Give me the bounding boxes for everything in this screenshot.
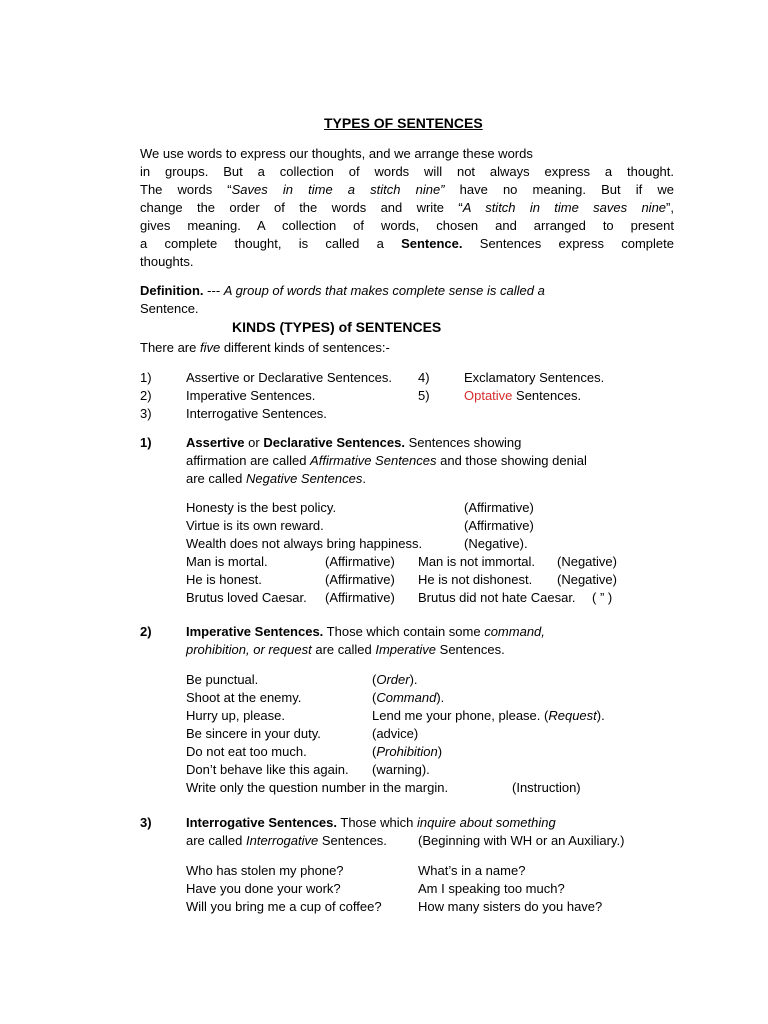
- pair-affirmative: Brutus loved Caesar.: [186, 590, 307, 605]
- assertive-line-3: are called Negative Sentences.: [186, 471, 366, 486]
- example-tag: Lend me your phone, please. (Request).: [372, 708, 605, 723]
- section-number: 2): [140, 624, 152, 639]
- example-tag: (Instruction): [512, 780, 581, 795]
- pair-affirmative-tag: (Affirmative): [325, 590, 395, 605]
- intro-line-2: in groups. But a collection of words will not always express a thought.: [140, 164, 674, 179]
- example-tag: (advice): [372, 726, 419, 741]
- interrogative-heading: Interrogative Sentences. Those which inquire about something: [186, 815, 556, 830]
- pair-negative: Brutus did not hate Caesar.: [418, 590, 576, 605]
- example-tag: (warning).: [372, 762, 430, 777]
- list-item-num: 4): [418, 370, 430, 385]
- example-sentence: Don’t behave like this again.: [186, 762, 349, 777]
- intro-line-7: thoughts.: [140, 254, 194, 269]
- example-sentence: Shoot at the enemy.: [186, 690, 302, 705]
- example-tag: (Affirmative): [464, 518, 534, 533]
- intro-line-1: We use words to express our thoughts, and we arrange these words: [140, 146, 533, 161]
- section-number: 3): [140, 815, 152, 830]
- pair-affirmative-tag: (Affirmative): [325, 554, 395, 569]
- pair-negative-tag: (Negative): [557, 554, 617, 569]
- list-item: Optative Sentences.: [464, 388, 582, 403]
- pair-affirmative: He is honest.: [186, 572, 262, 587]
- question-left: Who has stolen my phone?: [186, 863, 344, 878]
- kinds-heading: KINDS (TYPES) of SENTENCES: [232, 319, 442, 335]
- example-sentence: Be sincere in your duty.: [186, 726, 321, 741]
- list-item: Imperative Sentences.: [186, 388, 316, 403]
- pair-negative: Man is not immortal.: [418, 554, 536, 569]
- example-tag: (Negative).: [464, 536, 528, 551]
- example-sentence: Write only the question number in the margin.: [186, 780, 449, 795]
- assertive-heading: Assertive or Declarative Sentences. Sentences showing: [186, 435, 522, 450]
- example-sentence: Wealth does not always bring happiness.: [186, 536, 423, 551]
- example-sentence: Honesty is the best policy.: [186, 500, 337, 515]
- pair-negative-tag: (Negative): [557, 572, 617, 587]
- definition: Definition. --- A group of words that makes complete sense is called a: [140, 283, 545, 298]
- question-right: What’s in a name?: [418, 863, 526, 878]
- pair-affirmative: Man is mortal.: [186, 554, 268, 569]
- example-sentence: Be punctual.: [186, 672, 259, 687]
- page-title: TYPES OF SENTENCES: [324, 115, 483, 131]
- intro-line-5: gives meaning. A collection of words, chosen and arranged to present: [140, 218, 674, 233]
- example-sentence: Hurry up, please.: [186, 708, 285, 723]
- example-sentence: Virtue is its own reward.: [186, 518, 324, 533]
- question-right: How many sisters do you have?: [418, 899, 603, 914]
- intro-line-3: The words “Saves in time a stitch nine” have no meaning. But if we: [140, 182, 674, 197]
- list-item-num: 5): [418, 388, 430, 403]
- list-item: Assertive or Declarative Sentences.: [186, 370, 392, 385]
- definition-line-2: Sentence.: [140, 301, 199, 316]
- question-left: Will you bring me a cup of coffee?: [186, 899, 382, 914]
- question-right: Am I speaking too much?: [418, 881, 565, 896]
- pair-negative-tag: ( ” ): [592, 590, 613, 605]
- list-item: Interrogative Sentences.: [186, 406, 327, 421]
- interrogative-line-2: are called Interrogative Sentences.: [186, 833, 387, 848]
- imperative-line-2: prohibition, or request are called Imperative Sentences.: [186, 642, 505, 657]
- example-tag: (Prohibition): [372, 744, 443, 759]
- example-sentence: Do not eat too much.: [186, 744, 307, 759]
- section-number: 1): [140, 435, 152, 450]
- assertive-line-2: affirmation are called Affirmative Sentences and those showing denial: [186, 453, 587, 468]
- interrogative-note: (Beginning with WH or an Auxiliary.): [418, 833, 625, 848]
- intro-line-4: change the order of the words and write “A stitch in time saves nine”,: [140, 200, 674, 215]
- list-item: Exclamatory Sentences.: [464, 370, 605, 385]
- list-item-num: 2): [140, 388, 152, 403]
- pair-negative: He is not dishonest.: [418, 572, 533, 587]
- list-item-num: 1): [140, 370, 152, 385]
- list-item-num: 3): [140, 406, 152, 421]
- imperative-heading: Imperative Sentences. Those which contain some command,: [186, 624, 545, 639]
- kinds-intro: There are five different kinds of sentences:-: [140, 340, 390, 355]
- question-left: Have you done your work?: [186, 881, 341, 896]
- pair-affirmative-tag: (Affirmative): [325, 572, 395, 587]
- intro-line-6: a complete thought, is called a Sentence. Sentences express complete: [140, 236, 674, 251]
- example-tag: (Command).: [372, 690, 445, 705]
- example-tag: (Order).: [372, 672, 418, 687]
- example-tag: (Affirmative): [464, 500, 534, 515]
